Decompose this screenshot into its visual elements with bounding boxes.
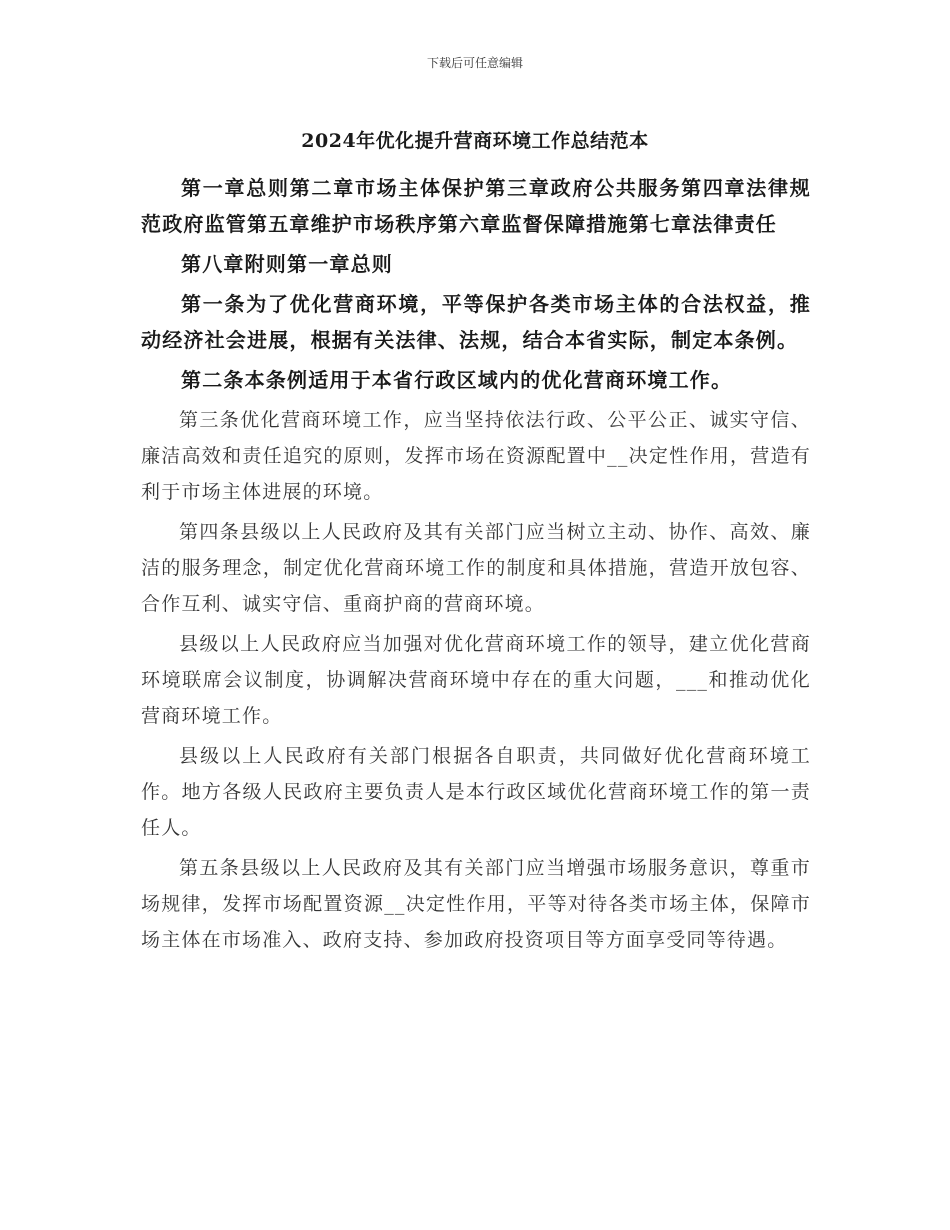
header-note: 下载后可任意编辑	[426, 56, 523, 70]
paragraph-article-4-cont-2: 县级以上人民政府有关部门根据各自职责，共同做好优化营商环境工作。地方各级人民政府主要负责人是本行政区域优化营商环境工作的第一责任人。	[141, 745, 811, 839]
document-title: 2024年优化提升营商环境工作总结范本	[301, 130, 649, 152]
document-body	[141, 170, 811, 962]
paragraph-article-4: 第四条县级以上人民政府及其有关部门应当树立主动、协作、高效、廉洁的服务理念，制定优化营商环境工作的制度和具体措施，营造开放包容、合作互利、诚实守信、重商护商的营商环境。	[141, 521, 811, 615]
paragraph-chapter-list: 第一章总则第二章市场主体保护第三章政府公共服务第四章法律规范政府监管第五章维护市场秩序第六章监督保障措施第七章法律责任	[141, 176, 811, 236]
paragraph-article-4-cont-1: 县级以上人民政府应当加强对优化营商环境工作的领导，建立优化营商环境联席会议制度，协调解决营商环境中存在的重大问题，___和推动优化营商环境工作。	[141, 633, 811, 727]
paragraph-article-2: 第二条本条例适用于本省行政区域内的优化营商环境工作。	[181, 368, 733, 392]
paragraph-article-3: 第三条优化营商环境工作，应当坚持依法行政、公平公正、诚实守信、廉洁高效和责任追究的原则，发挥市场在资源配置中__决定性作用，营造有利于市场主体进展的环境。	[141, 409, 811, 503]
paragraph-chapter-one: 第八章附则第一章总则	[181, 252, 393, 276]
paragraph-article-1: 第一条为了优化营商环境，平等保护各类市场主体的合法权益，推动经济社会进展，根据有关法律、法规，结合本省实际，制定本条例。	[141, 292, 811, 352]
paragraph-article-5: 第五条县级以上人民政府及其有关部门应当增强市场服务意识，尊重市场规律，发挥市场配置资源__决定性作用，平等对待各类市场主体，保障市场主体在市场准入、政府支持、参加政府投资项目等方面享受同等待遇。	[141, 857, 811, 951]
